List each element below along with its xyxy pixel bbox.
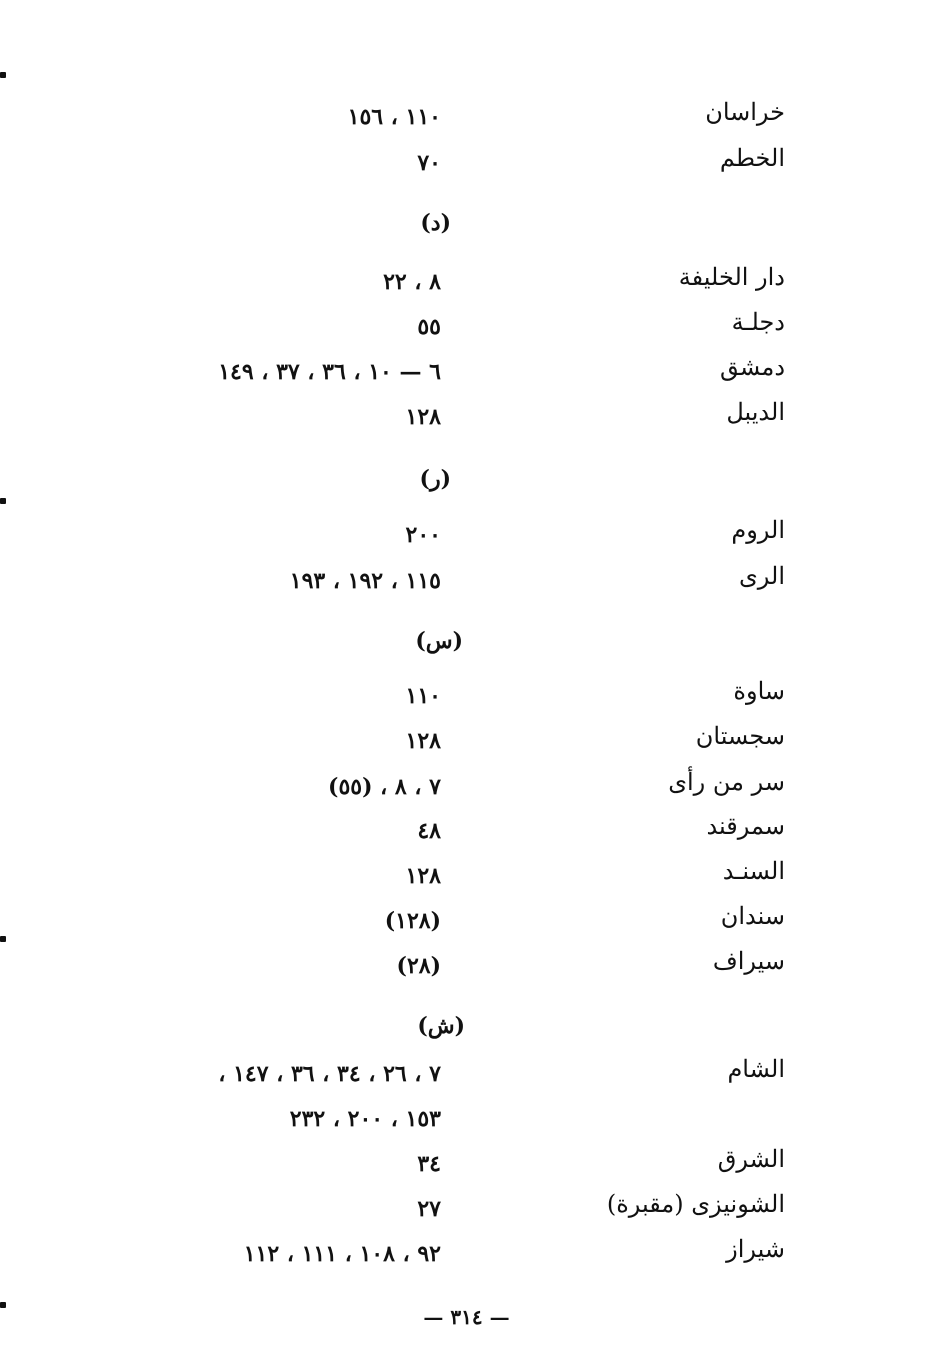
entry-name: الشام <box>727 1055 785 1083</box>
entry-pages: ٣٤ <box>417 1151 441 1177</box>
entry-pages: ٧ ، ٢٦ ، ٣٤ ، ٣٦ ، ١٤٧ ، <box>218 1061 441 1087</box>
entry-pages: ٧ ، ٨ ، (٥٥) <box>328 774 441 800</box>
scan-mark <box>0 72 6 78</box>
entry-pages: ١٢٨ <box>405 728 441 754</box>
entry-pages: ١١٥ ، ١٩٢ ، ١٩٣ <box>289 568 441 594</box>
entry-name: الديبل <box>726 398 785 426</box>
entry-name: الشونيزى (مقبرة) <box>606 1190 785 1218</box>
entry-name: سجستان <box>695 722 785 750</box>
entry-name: سمرقند <box>706 812 785 840</box>
entry-name: الروم <box>731 516 785 544</box>
section-heading-shin: (ش) <box>417 1013 465 1039</box>
entry-pages-continued: ١٥٣ ، ٢٠٠ ، ٢٣٢ <box>289 1106 441 1132</box>
entry-name: دمشق <box>720 353 785 381</box>
entry-name: السنـد <box>722 857 785 885</box>
scan-mark <box>0 498 6 504</box>
entry-name: الرى <box>738 562 785 590</box>
entry-name: سندان <box>720 902 785 930</box>
section-heading-ra: (ر) <box>419 466 451 492</box>
entry-name: دار الخليفة <box>678 263 785 291</box>
entry-pages: ٥٥ <box>417 314 441 340</box>
entry-pages: ٩٢ ، ١٠٨ ، ١١١ ، ١١٢ <box>243 1241 441 1267</box>
entry-pages: ١٢٨ <box>405 404 441 430</box>
entry-name: خراسان <box>705 98 785 126</box>
entry-name: دجلـة <box>731 308 785 336</box>
page-number: — ٣١٤ — <box>423 1305 510 1329</box>
entry-pages: ١١٠ ، ١٥٦ <box>347 104 441 130</box>
entry-pages: (٢٨) <box>396 953 441 979</box>
entry-name: سيراف <box>712 947 785 975</box>
entry-name: ساوة <box>733 677 785 705</box>
entry-pages: ٤٨ <box>417 818 441 844</box>
entry-pages: ٧٠ <box>417 150 441 176</box>
entry-pages: ٢٠٠ <box>405 522 441 548</box>
section-heading-sin: (س) <box>415 628 463 654</box>
section-heading-dal: (د) <box>420 210 451 236</box>
entry-name: الشرق <box>717 1145 785 1173</box>
entry-name: الخطم <box>719 144 785 172</box>
entry-pages: ١٢٨ <box>405 863 441 889</box>
scan-mark <box>0 1302 6 1308</box>
entry-pages: ٦ — ١٠ ، ٣٦ ، ٣٧ ، ١٤٩ <box>218 359 441 385</box>
entry-name: سر من رأى <box>668 768 785 796</box>
entry-pages: ٨ ، ٢٢ <box>383 269 441 295</box>
scan-mark <box>0 936 6 942</box>
entry-name: شيراز <box>726 1235 785 1263</box>
entry-pages: ١١٠ <box>405 683 441 709</box>
entry-pages: (١٢٨) <box>384 908 441 934</box>
entry-pages: ٢٧ <box>417 1196 441 1222</box>
